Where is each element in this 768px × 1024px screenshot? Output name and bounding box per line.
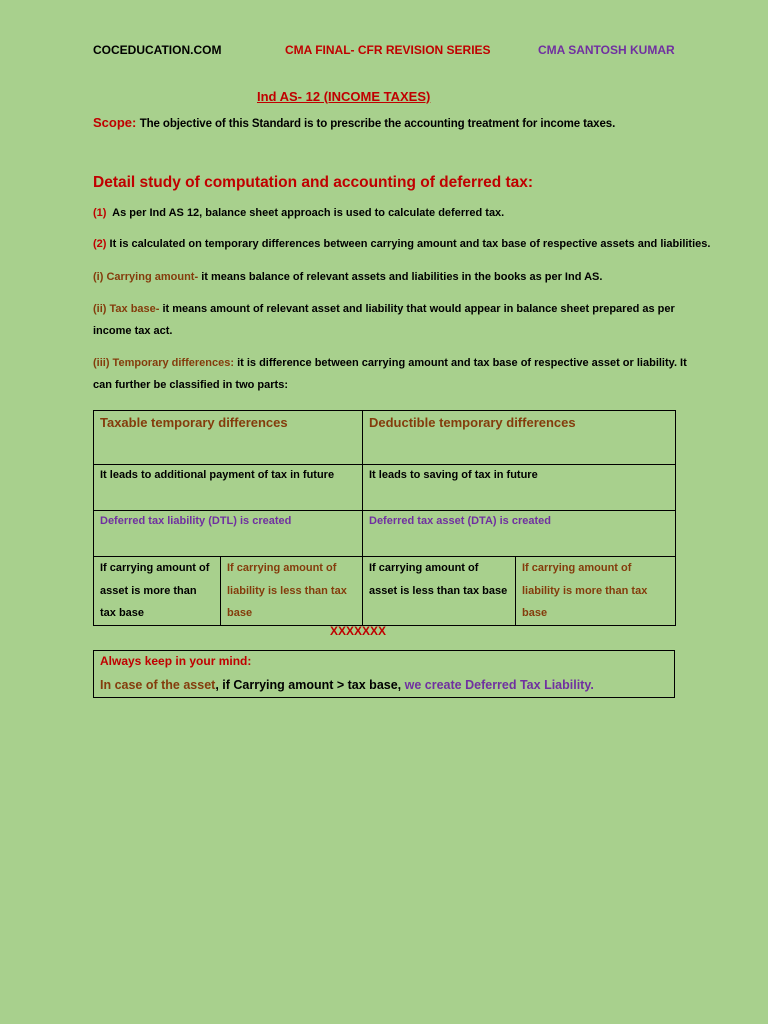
deductible-asset-condition: If carrying amount of asset is less than tax base: [363, 557, 516, 626]
point-temporary-differences: [93, 352, 708, 396]
temporary-differences-text: it is difference between carrying amount and tax base of respective asset or liability. It can further be classified in two parts:: [93, 357, 687, 391]
temporary-differences-term: (iii) Temporary differences:: [93, 357, 234, 369]
reminder-title: Always keep in your mind:: [100, 654, 252, 668]
scope-label: Scope:: [93, 115, 137, 130]
separator: XXXXXXX: [330, 624, 387, 638]
section-heading: Detail study of computation and accounting of deferred tax:: [93, 174, 534, 191]
dtl-created: Deferred tax liability (DTL) is created: [94, 511, 363, 557]
point-1-text: As per Ind AS 12, balance sheet approach is used to calculate deferred tax.: [112, 207, 505, 219]
scope-line: [93, 115, 615, 130]
reminder-box: [93, 650, 675, 698]
taxable-liability-condition: If carrying amount of liability is less than tax base: [221, 557, 363, 626]
point-1-number: (1): [93, 207, 107, 219]
deductible-header: Deductible temporary differences: [363, 411, 676, 465]
header-author: CMA SANTOSH KUMAR: [538, 43, 675, 57]
reminder-part-3: we create Deferred Tax Liability.: [404, 678, 594, 692]
reminder-part-1: In case of the asset: [100, 678, 216, 692]
page-title: Ind AS- 12 (INCOME TAXES): [257, 89, 431, 104]
point-carrying-amount: [93, 266, 733, 288]
deductible-liability-condition: If carrying amount of liability is more than tax base: [516, 557, 676, 626]
taxable-asset-condition: If carrying amount of asset is more than tax base: [94, 557, 221, 626]
dta-created: Deferred tax asset (DTA) is created: [363, 511, 676, 557]
point-2-number: (2): [93, 238, 107, 250]
carrying-amount-text: it means balance of relevant assets and liabilities in the books as per Ind AS.: [201, 271, 603, 283]
taxable-effect: It leads to additional payment of tax in future: [94, 465, 363, 511]
reminder-text: [100, 676, 668, 694]
taxable-header: Taxable temporary differences: [94, 411, 363, 465]
scope-text: The objective of this Standard is to prescribe the accounting treatment for income taxes.: [139, 118, 616, 130]
point-2: [93, 233, 733, 255]
point-tax-base: [93, 298, 703, 342]
reminder-part-2: , if Carrying amount > tax base,: [215, 678, 402, 692]
header-series: CMA FINAL- CFR REVISION SERIES: [285, 43, 491, 57]
point-2-text: It is calculated on temporary differences between carrying amount and tax base of respective assets and liabilities.: [109, 238, 711, 250]
temporary-differences-table: [93, 410, 676, 626]
point-1: [93, 202, 733, 224]
carrying-amount-term: (i) Carrying amount-: [93, 271, 199, 283]
deductible-effect: It leads to saving of tax in future: [363, 465, 676, 511]
tax-base-term: (ii) Tax base-: [93, 303, 160, 315]
header-site: COCEDUCATION.COM: [93, 43, 222, 57]
tax-base-text: it means amount of relevant asset and liability that would appear in balance sheet prepared as per income tax act.: [93, 303, 675, 337]
